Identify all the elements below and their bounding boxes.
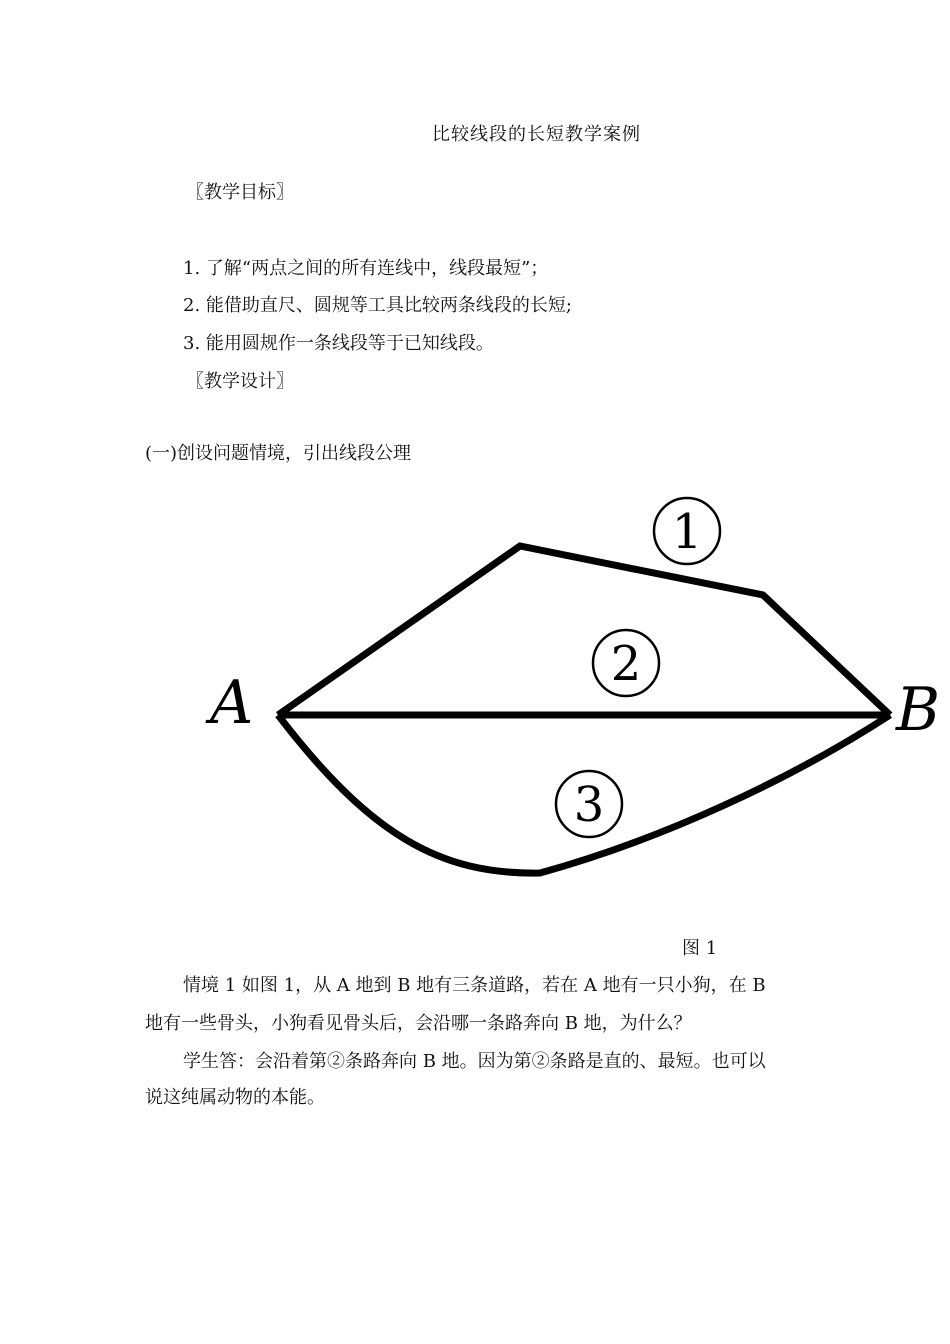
point-a-label: A [210, 668, 254, 738]
goal-item-3: 3. 能用圆规作一条线段等于已知线段。 [183, 333, 494, 354]
point-b-label: B [896, 675, 941, 745]
route-3-label [556, 771, 622, 837]
document-title: 比较线段的长短教学案例 [432, 124, 641, 145]
scenario-line-1: 情境 1 如图 1，从 A 地到 B 地有三条道路，若在 A 地有一只小狗，在 B [183, 975, 766, 996]
route-1-label [654, 498, 720, 564]
route-2-number: 2 [610, 636, 642, 692]
route-1-path [278, 546, 890, 715]
scenario-line-2: 地有一些骨头，小狗看见骨头后，会沿哪一条路奔向 B 地，为什么？ [145, 1013, 692, 1034]
routes-figure [200, 495, 950, 885]
section-heading: (一)创设问题情境，引出线段公理 [145, 443, 412, 464]
route-1-number: 1 [671, 504, 703, 560]
answer-line-1: 学生答：会沿着第②条路奔向 B 地。因为第②条路是直的、最短。也可以 [183, 1051, 766, 1072]
figure-caption: 图 1 [682, 938, 718, 959]
design-heading: 〖教学设计〗 [186, 371, 294, 392]
goal-item-1: 1. 了解“两点之间的所有连线中，线段最短”； [183, 258, 549, 279]
goals-heading: 〖教学目标〗 [186, 182, 294, 203]
goal-item-2: 2. 能借助直尺、圆规等工具比较两条线段的长短; [183, 295, 572, 316]
route-2-label [593, 630, 659, 696]
answer-line-2: 说这纯属动物的本能。 [145, 1087, 325, 1108]
route-3-number: 3 [573, 777, 605, 833]
